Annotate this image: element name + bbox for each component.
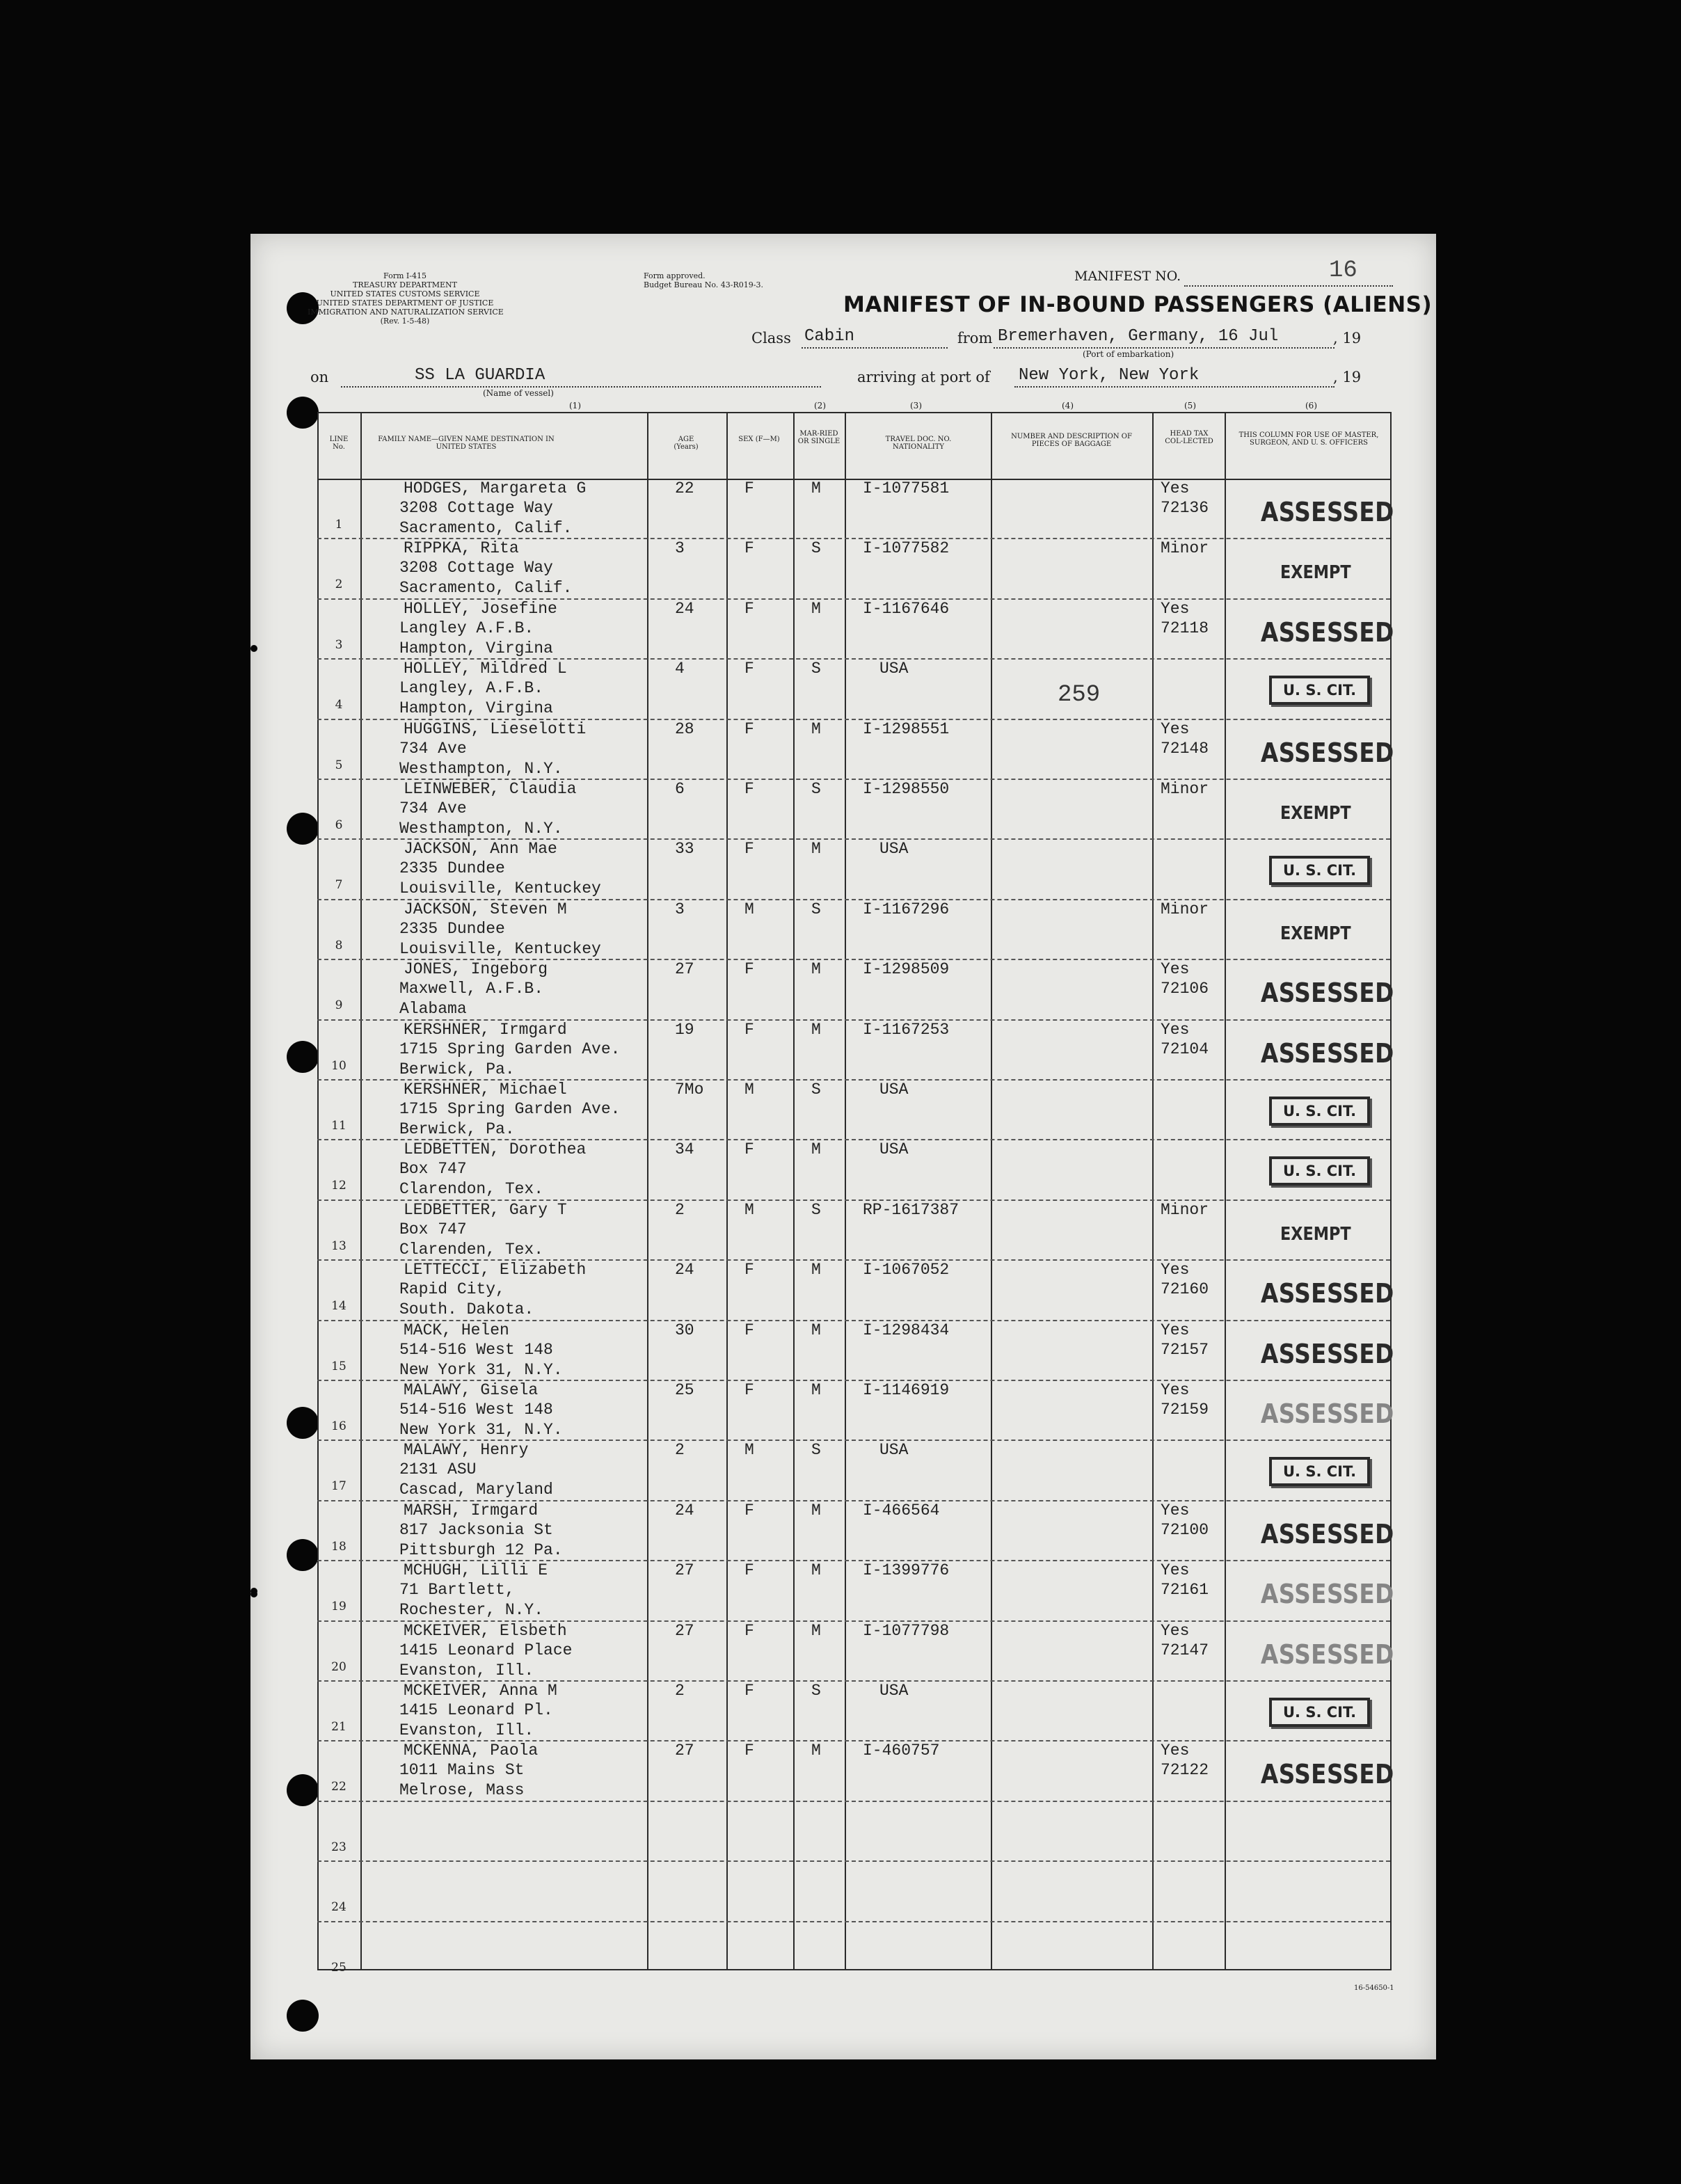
line-number: 11 — [331, 1119, 346, 1133]
head-tax: Minor — [1161, 780, 1209, 798]
passenger-name: HODGES, Margareta G — [404, 479, 587, 497]
passenger-sex: F — [744, 840, 754, 858]
head-tax-receipt: 72136 — [1161, 499, 1209, 517]
passenger-sex: F — [744, 1682, 754, 1700]
col-rule — [647, 412, 648, 1970]
passenger-address: Langley A.F.B. — [399, 619, 534, 637]
head-tax: Yes — [1161, 1622, 1190, 1640]
passenger-address: 2335 Dundee — [399, 859, 505, 877]
line-number: 21 — [331, 1720, 346, 1734]
passenger-name: KERSHNER, Michael — [404, 1081, 567, 1099]
passenger-marital-status: S — [811, 1682, 821, 1700]
class-label: Class — [751, 330, 791, 346]
passenger-city: New York 31, N.Y. — [399, 1361, 563, 1379]
travel-document: I-460757 — [863, 1741, 940, 1760]
head-tax: Minor — [1161, 1201, 1209, 1219]
passenger-marital-status: M — [811, 1321, 821, 1339]
col-rule — [991, 412, 992, 1970]
passenger-name: MCHUGH, Lilli E — [404, 1561, 548, 1579]
us-citizen-stamp: U. S. CIT. — [1269, 856, 1370, 885]
passenger-marital-status: M — [811, 479, 821, 497]
line-number: 16 — [331, 1419, 346, 1433]
line-number: 17 — [331, 1479, 346, 1493]
row-separator — [317, 1801, 1390, 1802]
passenger-city: Sacramento, Calif. — [399, 579, 573, 597]
arriving-value: New York, New York — [1019, 366, 1200, 385]
passenger-sex: F — [744, 1140, 754, 1158]
travel-document: USA — [879, 840, 909, 858]
col-header-name: FAMILY NAME—GIVEN NAME DESTINATION IN UNITED STATES — [378, 436, 555, 451]
form-department: TREASURY DEPARTMENT — [353, 280, 457, 289]
passenger-city: Clarenden, Tex. — [399, 1241, 544, 1259]
passenger-sex: F — [744, 600, 754, 618]
passenger-name: LEDBETTEN, Dorothea — [404, 1140, 587, 1158]
passenger-address: 817 Jacksonia St — [399, 1521, 553, 1539]
passenger-age: 27 — [675, 1622, 694, 1640]
passenger-age: 3 — [675, 900, 685, 918]
line-number: 13 — [331, 1239, 346, 1253]
travel-document: I-1146919 — [863, 1381, 950, 1399]
passenger-city: Evanston, Ill. — [399, 1661, 534, 1680]
assessed-stamp: ASSESSED — [1261, 1339, 1394, 1369]
passenger-marital-status: S — [811, 780, 821, 798]
passenger-address: Rapid City, — [399, 1280, 505, 1298]
col-num-1: (1) — [569, 401, 581, 411]
exempt-stamp: EXEMPT — [1280, 1224, 1351, 1245]
passenger-marital-status: M — [811, 840, 821, 858]
head-tax: Yes — [1161, 1561, 1190, 1579]
travel-document: I-1077582 — [863, 539, 950, 557]
passenger-marital-status: M — [811, 1381, 821, 1399]
passenger-sex: F — [744, 1561, 754, 1579]
assessed-stamp: ASSESSED — [1261, 978, 1394, 1008]
passenger-address: 734 Ave — [399, 740, 467, 758]
travel-document: RP-1617387 — [863, 1201, 959, 1219]
passenger-age: 27 — [675, 960, 694, 978]
passenger-marital-status: S — [811, 1081, 821, 1099]
on-label: on — [310, 369, 329, 385]
exempt-stamp: EXEMPT — [1280, 562, 1351, 583]
head-tax: Yes — [1161, 720, 1190, 738]
passenger-city: Louisville, Kentuckey — [399, 879, 601, 898]
passenger-name: JONES, Ingeborg — [404, 960, 548, 978]
us-citizen-stamp: U. S. CIT. — [1269, 676, 1370, 705]
passenger-age: 25 — [675, 1381, 694, 1399]
passenger-age: 27 — [675, 1561, 694, 1579]
line-number: 20 — [331, 1660, 346, 1674]
binder-hole — [287, 2000, 319, 2032]
passenger-marital-status: M — [811, 1261, 821, 1279]
passenger-city: Alabama — [399, 1000, 467, 1018]
head-tax: Yes — [1161, 1741, 1190, 1760]
line-number: 6 — [335, 818, 343, 832]
binder-hole — [287, 1539, 319, 1571]
year-2: , 19 — [1333, 369, 1362, 385]
manifest-number-value: 16 — [1329, 257, 1357, 284]
head-tax-receipt: 72159 — [1161, 1401, 1209, 1419]
passenger-sex: M — [744, 900, 754, 918]
passenger-age: 19 — [675, 1021, 694, 1039]
line-number: 19 — [331, 1600, 346, 1613]
col-rule — [845, 412, 846, 1970]
passenger-address: Maxwell, A.F.B. — [399, 980, 544, 998]
form-ins: IMMIGRATION AND NATURALIZATION SERVICE — [308, 308, 504, 317]
passenger-age: 3 — [675, 539, 685, 557]
passenger-address: 3208 Cottage Way — [399, 559, 553, 577]
line-number: 15 — [331, 1360, 346, 1373]
passenger-age: 30 — [675, 1321, 694, 1339]
passenger-sex: F — [744, 1622, 754, 1640]
passenger-marital-status: M — [811, 960, 821, 978]
assessed-stamp: ASSESSED — [1261, 1398, 1394, 1429]
passenger-sex: F — [744, 1381, 754, 1399]
line-number: 7 — [335, 878, 343, 892]
passenger-marital-status: M — [811, 1622, 821, 1640]
manifest-title: MANIFEST OF IN-BOUND PASSENGERS (ALIENS) — [843, 292, 1433, 317]
row-separator — [317, 1921, 1390, 1922]
passenger-city: Melrose, Mass — [399, 1781, 525, 1799]
travel-document: USA — [879, 1441, 909, 1459]
line-number: 23 — [331, 1840, 346, 1854]
col-header-age: AGE (Years) — [674, 436, 699, 451]
passenger-sex: M — [744, 1081, 754, 1099]
line-number: 1 — [335, 518, 343, 532]
passenger-name: HOLLEY, Mildred L — [404, 660, 567, 678]
from-value: Bremerhaven, Germany, 16 Jul — [998, 327, 1279, 346]
binder-hole — [287, 1774, 319, 1806]
row-separator — [317, 1860, 1390, 1862]
passenger-age: 28 — [675, 720, 694, 738]
head-tax: Yes — [1161, 600, 1190, 618]
binder-dot — [250, 1588, 257, 1595]
passenger-address: Langley, A.F.B. — [399, 679, 544, 697]
passenger-sex: F — [744, 539, 754, 557]
passenger-age: 22 — [675, 479, 694, 497]
passenger-sex: F — [744, 960, 754, 978]
year-1: , 19 — [1333, 330, 1362, 346]
passenger-age: 6 — [675, 780, 685, 798]
exempt-stamp: EXEMPT — [1280, 803, 1351, 824]
col-header-sex: SEX (F—M) — [738, 436, 780, 443]
head-tax: Yes — [1161, 960, 1190, 978]
travel-document: I-1167253 — [863, 1021, 950, 1039]
head-tax-receipt: 72118 — [1161, 619, 1209, 637]
form-number: Form I-415 — [383, 271, 427, 280]
us-citizen-stamp: U. S. CIT. — [1269, 1097, 1370, 1126]
passenger-sex: F — [744, 1021, 754, 1039]
passenger-city: Sacramento, Calif. — [399, 519, 573, 537]
passenger-age: 34 — [675, 1140, 694, 1158]
passenger-age: 2 — [675, 1441, 685, 1459]
head-tax: Yes — [1161, 1501, 1190, 1520]
passenger-sex: F — [744, 1321, 754, 1339]
line-number: 2 — [335, 577, 343, 591]
travel-document: USA — [879, 660, 909, 678]
passenger-address: 1011 Mains St — [399, 1761, 525, 1779]
passenger-address: 1715 Spring Garden Ave. — [399, 1100, 621, 1118]
col-rule — [793, 412, 795, 1970]
assessed-stamp: ASSESSED — [1261, 1579, 1394, 1609]
passenger-name: MCKEIVER, Elsbeth — [404, 1622, 567, 1640]
col-rule — [1225, 412, 1226, 1970]
travel-document: I-466564 — [863, 1501, 940, 1520]
arriving-line — [1014, 386, 1335, 388]
passenger-marital-status: S — [811, 900, 821, 918]
head-tax: Yes — [1161, 479, 1190, 497]
line-number: 24 — [331, 1900, 346, 1914]
binder-hole — [287, 813, 319, 845]
line-number: 10 — [331, 1059, 346, 1073]
assessed-stamp: ASSESSED — [1261, 1278, 1394, 1309]
travel-document: I-1167296 — [863, 900, 950, 918]
head-tax: Yes — [1161, 1021, 1190, 1039]
us-citizen-stamp: U. S. CIT. — [1269, 1156, 1370, 1186]
exempt-stamp: EXEMPT — [1280, 923, 1351, 944]
from-label: from — [957, 330, 993, 346]
passenger-address: 1415 Leonard Pl. — [399, 1701, 553, 1719]
col-rule — [726, 412, 728, 1970]
approval-line: Budget Bureau No. 43-R019-3. — [644, 280, 764, 289]
assessed-stamp: ASSESSED — [1261, 1759, 1394, 1790]
passenger-age: 27 — [675, 1741, 694, 1760]
passenger-address: Box 747 — [399, 1220, 467, 1238]
line-number: 3 — [335, 638, 343, 652]
passenger-age: 2 — [675, 1682, 685, 1700]
vessel-value: SS LA GUARDIA — [415, 366, 545, 385]
passenger-marital-status: S — [811, 1201, 821, 1219]
col-num-6: (6) — [1305, 401, 1317, 411]
passenger-sex: F — [744, 479, 754, 497]
passenger-name: MCKEIVER, Anna M — [404, 1682, 557, 1700]
passenger-name: LEDBETTER, Gary T — [404, 1201, 567, 1219]
col-header-headtax: HEAD TAX COL-LECTED — [1165, 430, 1213, 445]
binder-dot — [250, 645, 257, 652]
travel-document: I-1067052 — [863, 1261, 950, 1279]
travel-document: USA — [879, 1140, 909, 1158]
passenger-age: 24 — [675, 1261, 694, 1279]
passenger-age: 7Mo — [675, 1081, 704, 1099]
col-num-3: (3) — [910, 401, 922, 411]
passenger-city: Berwick, Pa. — [399, 1120, 515, 1138]
passenger-age: 4 — [675, 660, 685, 678]
line-number: 9 — [335, 998, 343, 1012]
assessed-stamp: ASSESSED — [1261, 738, 1394, 768]
passenger-city: Cascad, Maryland — [399, 1481, 553, 1499]
travel-document: I-1298550 — [863, 780, 950, 798]
assessed-stamp: ASSESSED — [1261, 1519, 1394, 1549]
passenger-name: LETTECCI, Elizabeth — [404, 1261, 587, 1279]
manifest-sheet — [250, 234, 1436, 2059]
passenger-marital-status: M — [811, 600, 821, 618]
passenger-address: 1715 Spring Garden Ave. — [399, 1040, 621, 1058]
passenger-name: LEINWEBER, Claudia — [404, 780, 577, 798]
line-number: 4 — [335, 698, 343, 712]
travel-document: I-1298509 — [863, 960, 950, 978]
passenger-name: MALAWY, Henry — [404, 1441, 529, 1459]
passenger-city: Berwick, Pa. — [399, 1060, 515, 1078]
travel-document: I-1298551 — [863, 720, 950, 738]
passenger-name: KERSHNER, Irmgard — [404, 1021, 567, 1039]
passenger-city: Clarendon, Tex. — [399, 1180, 544, 1198]
travel-document: USA — [879, 1682, 909, 1700]
passenger-address: Box 747 — [399, 1160, 467, 1178]
passenger-city: Louisville, Kentuckey — [399, 940, 601, 958]
passenger-address: 71 Bartlett, — [399, 1581, 515, 1599]
passenger-city: Hampton, Virgina — [399, 699, 553, 717]
line-number: 18 — [331, 1540, 346, 1554]
binder-hole — [287, 1041, 319, 1073]
approval-block — [644, 271, 763, 289]
passenger-age: 33 — [675, 840, 694, 858]
passenger-name: MARSH, Irmgard — [404, 1501, 539, 1520]
from-line — [994, 347, 1335, 349]
passenger-sex: M — [744, 1441, 754, 1459]
line-number: 5 — [335, 758, 343, 772]
col-header-baggage: NUMBER AND DESCRIPTION OF PIECES OF BAGGAGE — [1011, 433, 1132, 448]
passenger-address: 514-516 West 148 — [399, 1341, 553, 1359]
class-line — [802, 347, 948, 349]
passenger-address: 1415 Leonard Place — [399, 1641, 573, 1659]
baggage-count: 259 — [1058, 682, 1101, 708]
head-tax-receipt: 72106 — [1161, 980, 1209, 998]
head-tax: Yes — [1161, 1381, 1190, 1399]
table-top-rule — [317, 412, 1390, 413]
passenger-city: Hampton, Virgina — [399, 639, 553, 657]
passenger-name: MALAWY, Gisela — [404, 1381, 539, 1399]
travel-document: I-1167646 — [863, 600, 950, 618]
assessed-stamp: ASSESSED — [1261, 617, 1394, 648]
passenger-address: 734 Ave — [399, 799, 467, 818]
us-citizen-stamp: U. S. CIT. — [1269, 1457, 1370, 1486]
col-header-line-no: LINE No. — [329, 436, 349, 451]
passenger-marital-status: M — [811, 1561, 821, 1579]
col-num-4: (4) — [1062, 401, 1074, 411]
col-header-travel: TRAVEL DOC. NO. NATIONALITY — [885, 436, 952, 451]
passenger-address: 2131 ASU — [399, 1460, 477, 1478]
col-num-5: (5) — [1184, 401, 1196, 411]
line-number: 22 — [331, 1780, 346, 1794]
col-num-2: (2) — [814, 401, 826, 411]
passenger-address: 2335 Dundee — [399, 920, 505, 938]
passenger-marital-status: S — [811, 539, 821, 557]
head-tax-receipt: 72147 — [1161, 1641, 1209, 1659]
head-tax-receipt: 72161 — [1161, 1581, 1209, 1599]
col-rule — [360, 412, 362, 1970]
travel-document: USA — [879, 1081, 909, 1099]
form-department-justice: UNITED STATES DEPARTMENT OF JUSTICE — [316, 298, 494, 308]
head-tax-receipt: 72104 — [1161, 1040, 1209, 1058]
passenger-name: MACK, Helen — [404, 1321, 509, 1339]
vessel-caption: (Name of vessel) — [483, 388, 554, 398]
passenger-name: HUGGINS, Lieselotti — [404, 720, 587, 738]
head-tax: Minor — [1161, 900, 1209, 918]
table-bottom-rule — [317, 1969, 1390, 1970]
travel-document: I-1399776 — [863, 1561, 950, 1579]
passenger-name: HOLLEY, Josefine — [404, 600, 557, 618]
passenger-age: 2 — [675, 1201, 685, 1219]
passenger-marital-status: S — [811, 660, 821, 678]
col-rule — [1152, 412, 1154, 1970]
head-tax: Yes — [1161, 1261, 1190, 1279]
passenger-city: Evanston, Ill. — [399, 1721, 534, 1739]
passenger-sex: M — [744, 1201, 754, 1219]
form-service: UNITED STATES CUSTOMS SERVICE — [330, 289, 480, 298]
assessed-stamp: ASSESSED — [1261, 1639, 1394, 1670]
printer-form-number: 16-54650-1 — [1354, 1984, 1394, 1992]
passenger-city: Westhampton, N.Y. — [399, 760, 563, 778]
passenger-sex: F — [744, 1261, 754, 1279]
passenger-city: New York 31, N.Y. — [399, 1421, 563, 1439]
travel-document: I-1298434 — [863, 1321, 950, 1339]
binder-hole — [287, 397, 319, 429]
col-header-officers: THIS COLUMN FOR USE OF MASTER, SURGEON, AND U. S. OFFICERS — [1238, 431, 1379, 447]
approval-line: Form approved. — [644, 271, 706, 280]
passenger-marital-status: M — [811, 720, 821, 738]
passenger-marital-status: M — [811, 1501, 821, 1520]
passenger-name: JACKSON, Steven M — [404, 900, 567, 918]
passenger-name: RIPPKA, Rita — [404, 539, 519, 557]
manifest-number-line — [1184, 285, 1393, 287]
passenger-city: Pittsburgh 12 Pa. — [399, 1541, 563, 1559]
class-value: Cabin — [804, 327, 855, 346]
head-tax: Minor — [1161, 539, 1209, 557]
passenger-marital-status: M — [811, 1021, 821, 1039]
head-tax-receipt: 72148 — [1161, 740, 1209, 758]
col-header-married: MAR-RIED OR SINGLE — [797, 430, 840, 445]
passenger-marital-status: S — [811, 1441, 821, 1459]
passenger-sex: F — [744, 660, 754, 678]
line-number: 25 — [331, 1961, 346, 1975]
passenger-city: South. Dakota. — [399, 1300, 534, 1318]
passenger-age: 24 — [675, 1501, 694, 1520]
passenger-age: 24 — [675, 600, 694, 618]
passenger-sex: F — [744, 1501, 754, 1520]
travel-document: I-1077581 — [863, 479, 950, 497]
passenger-sex: F — [744, 720, 754, 738]
head-tax: Yes — [1161, 1321, 1190, 1339]
passenger-name: MCKENNA, Paola — [404, 1741, 539, 1760]
passenger-sex: F — [744, 1741, 754, 1760]
line-number: 8 — [335, 939, 343, 952]
passenger-address: 3208 Cottage Way — [399, 499, 553, 517]
passenger-city: Rochester, N.Y. — [399, 1601, 544, 1619]
form-revision: (Rev. 1-5-48) — [380, 317, 430, 326]
line-number: 14 — [331, 1299, 346, 1313]
passenger-marital-status: M — [811, 1741, 821, 1760]
head-tax-receipt: 72100 — [1161, 1521, 1209, 1539]
travel-document: I-1077798 — [863, 1622, 950, 1640]
passenger-name: JACKSON, Ann Mae — [404, 840, 557, 858]
passenger-city: Westhampton, N.Y. — [399, 820, 563, 838]
head-tax-receipt: 72122 — [1161, 1761, 1209, 1779]
form-info-block — [308, 271, 502, 326]
port-embark-caption: (Port of embarkation) — [1083, 349, 1174, 359]
manifest-number-label: MANIFEST NO. — [1074, 269, 1181, 284]
passenger-sex: F — [744, 780, 754, 798]
arriving-label: arriving at port of — [857, 369, 990, 385]
assessed-stamp: ASSESSED — [1261, 497, 1394, 527]
assessed-stamp: ASSESSED — [1261, 1038, 1394, 1069]
passenger-address: 514-516 West 148 — [399, 1401, 553, 1419]
vessel-line — [341, 386, 821, 388]
head-tax-receipt: 72160 — [1161, 1280, 1209, 1298]
line-number: 12 — [331, 1179, 346, 1193]
passenger-marital-status: M — [811, 1140, 821, 1158]
head-tax-receipt: 72157 — [1161, 1341, 1209, 1359]
binder-hole — [287, 1407, 319, 1439]
us-citizen-stamp: U. S. CIT. — [1269, 1698, 1370, 1727]
